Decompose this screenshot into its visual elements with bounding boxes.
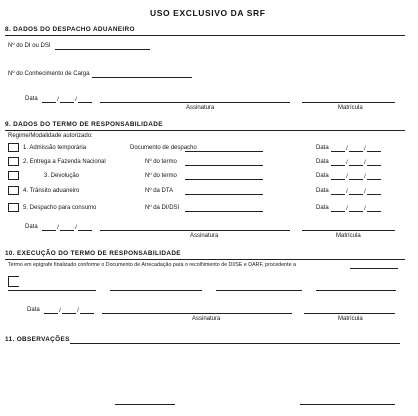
observations-line-3[interactable]	[300, 404, 395, 405]
option-3-ref-field[interactable]	[185, 179, 263, 180]
option-1-checkbox[interactable]	[8, 143, 19, 152]
option-5-label: 5. Despacho para consumo	[23, 205, 97, 211]
section-8-signature-field[interactable]	[100, 102, 290, 103]
di-label: Nº do DI ou DSI	[8, 43, 51, 49]
section-9-signature-label: Assinatura	[190, 233, 219, 239]
option-5-date-label: Data	[316, 205, 329, 211]
section-10-date-label: Data	[27, 307, 40, 313]
section-8-registration-field[interactable]	[302, 102, 395, 103]
option-1-ref-field[interactable]	[185, 151, 263, 152]
section-8-rule	[5, 35, 405, 36]
section-9-registration-field[interactable]	[302, 230, 395, 231]
section-8-date-field[interactable]: / /	[42, 96, 92, 103]
section-10-bracket	[8, 276, 19, 287]
section-10-statement: Termo em epígrafe finalizado conforme o Documento de Arrecadação para o recolhimento de DI/SE e DARF, procedente a	[8, 262, 296, 268]
section-9-date-label: Data	[25, 224, 38, 230]
observations-line-1[interactable]	[70, 343, 400, 344]
option-4-label: 4. Trânsito aduaneiro	[23, 188, 80, 194]
option-4-checkbox[interactable]	[8, 186, 19, 195]
section-10-field-4[interactable]	[316, 290, 396, 291]
section-9-signature-field[interactable]	[100, 230, 290, 231]
observations-line-2[interactable]	[115, 404, 175, 405]
option-2-date-label: Data	[316, 159, 329, 165]
section-10-registration-label: Matrícula	[338, 316, 363, 322]
section-10-date-field[interactable]: / /	[44, 307, 94, 314]
section-8-signature-label: Assinatura	[186, 105, 215, 111]
option-5-date-field[interactable]: / /	[331, 205, 381, 212]
conhecimento-label: Nº do Conhecimento de Carga	[8, 71, 90, 77]
option-2-date-field[interactable]: / /	[331, 159, 381, 166]
option-3-checkbox[interactable]	[8, 171, 19, 180]
section-8-date-label: Data	[25, 96, 38, 102]
section-10-signature-field[interactable]	[102, 313, 292, 314]
option-4-date-field[interactable]: / /	[331, 188, 381, 195]
option-2-checkbox[interactable]	[8, 157, 19, 166]
option-5-checkbox[interactable]	[8, 203, 19, 212]
section-10-statement-field[interactable]	[350, 268, 398, 269]
section-10-field-3[interactable]	[216, 290, 302, 291]
section-10-registration-field[interactable]	[304, 313, 395, 314]
option-2-ref-field[interactable]	[185, 165, 263, 166]
option-3-date-label: Data	[316, 173, 329, 179]
section-9-heading: 9. DADOS DO TERMO DE RESPONSABILIDADE	[5, 121, 163, 128]
section-8-registration-label: Matrícula	[338, 105, 363, 111]
section-10-rule	[5, 259, 405, 260]
option-1-date-field[interactable]: / /	[331, 145, 381, 152]
section-11-heading: 11. OBSERVAÇÕES	[5, 336, 70, 343]
section-10-heading: 10. EXECUÇÃO DO TERMO DE RESPONSABILIDADE	[5, 250, 181, 257]
section-10-field-1[interactable]	[8, 290, 96, 291]
section-8-heading: 8. DADOS DO DESPACHO ADUANEIRO	[5, 26, 135, 33]
option-5-ref-field[interactable]	[185, 211, 263, 212]
option-4-ref-label: Nº da DTA	[145, 188, 174, 194]
option-5-ref-label: Nº da DI/DSI	[145, 205, 180, 211]
option-2-ref-label: Nº do termo	[145, 159, 177, 165]
option-1-label: 1. Admissão temporária	[23, 145, 87, 151]
form-title: USO EXCLUSIVO DA SRF	[150, 8, 266, 18]
section-9-date-field[interactable]: / /	[42, 224, 92, 231]
regime-label: Regime/Modalidade autorizado:	[8, 133, 93, 139]
option-2-label: 2. Entrega a Fazenda Nacional	[23, 159, 106, 165]
option-4-ref-field[interactable]	[185, 194, 263, 195]
section-10-signature-label: Assinatura	[192, 316, 221, 322]
option-1-date-label: Data	[316, 145, 329, 151]
section-10-field-2[interactable]	[110, 290, 202, 291]
di-field[interactable]	[55, 49, 150, 50]
section-9-registration-label: Matrícula	[336, 233, 361, 239]
option-4-date-label: Data	[316, 188, 329, 194]
option-3-label: 3. Devolução	[44, 173, 80, 179]
option-1-ref-label: Documento de despacho	[130, 145, 197, 151]
conhecimento-field[interactable]	[92, 77, 192, 78]
section-9-rule	[5, 130, 405, 131]
option-3-ref-label: Nº do termo	[145, 173, 177, 179]
option-3-date-field[interactable]: / /	[331, 173, 381, 180]
